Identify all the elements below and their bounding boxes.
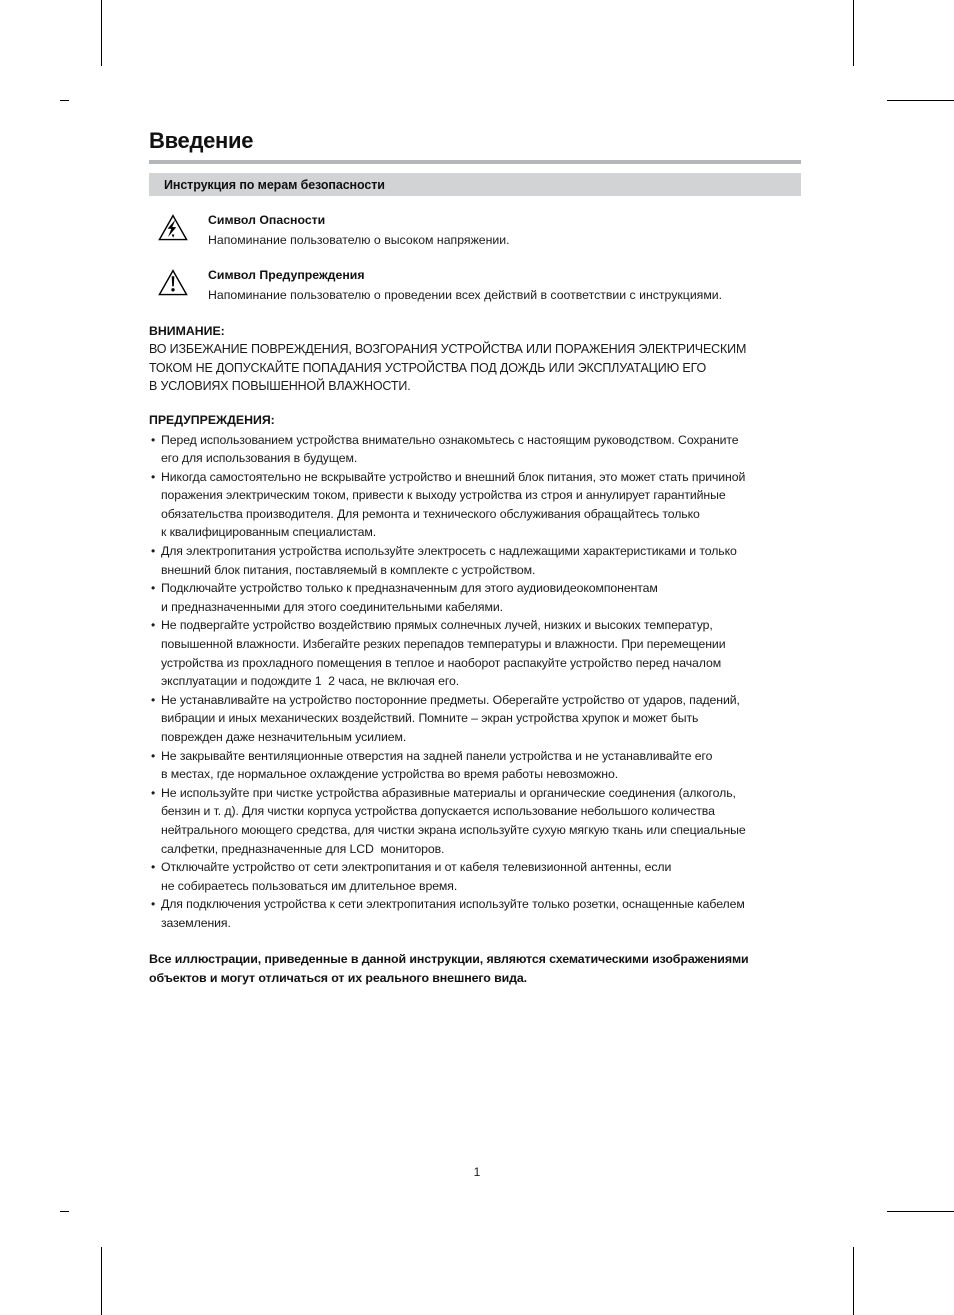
bullet-icon: •: [151, 897, 156, 912]
bullet-icon: •: [151, 618, 156, 633]
bullet-icon: •: [151, 432, 156, 447]
warning-line: заземления.: [161, 915, 231, 930]
caution-line: ВО ИЗБЕЖАНИЕ ПОВРЕЖДЕНИЯ, ВОЗГОРАНИЯ УСТРОЙСТВА ИЛИ ПОРАЖЕНИЯ ЭЛЕКТРИЧЕСКИМ: [149, 342, 747, 356]
bullet-icon: •: [151, 785, 156, 800]
warning-line: не собираетесь пользоваться им длительное время.: [161, 878, 458, 893]
page-title: Введение: [149, 128, 254, 153]
symbol-title-danger: Символ Опасности: [208, 213, 326, 227]
warning-line: его для использования в будущем.: [161, 451, 358, 466]
warning-line: эксплуатации и подождите 1 2 часа, не включая его.: [161, 674, 460, 689]
symbol-row-warning: [149, 267, 801, 304]
symbol-row-danger: [149, 212, 801, 249]
symbol-text-warning: [189, 267, 722, 304]
warning-line: внешний блок питания, поставляемый в комплекте с устройством.: [161, 562, 536, 577]
crop-mark-top-right-horizontal: [887, 100, 954, 101]
crop-mark-top-right-vertical: [853, 0, 854, 66]
crop-mark-bottom-right-horizontal: [887, 1211, 954, 1212]
warning-line: устройства из прохладного помещения в теплое и наоборот распакуйте устройство перед началом: [161, 655, 722, 670]
warning-list-item: [149, 579, 801, 616]
bullet-icon: •: [151, 692, 156, 707]
warning-line: нейтрального моющего средства, для чистки экрана используйте сухую мягкую ткань или специальные: [161, 822, 746, 837]
page-content: [149, 128, 801, 988]
warning-line: салфетки, предназначенные для LCD мониторов.: [161, 841, 445, 856]
bullet-icon: •: [151, 544, 156, 559]
danger-triangle-lightning-icon: [149, 212, 189, 246]
title-divider-rule: [149, 160, 801, 164]
note-line: Все иллюстрации, приведенные в данной инструкции, являются схематическими изображениями: [149, 951, 749, 966]
warning-line: Отключайте устройство от сети электропитания и от кабеля телевизионной антенны, если: [161, 860, 672, 875]
crop-mark-top-left-vertical: [101, 0, 102, 66]
warning-line: повышенной влажности. Избегайте резких перепадов температуры и влажности. При перемещении: [161, 637, 726, 652]
warning-line: и предназначенными для этого соединительными кабелями.: [161, 599, 503, 614]
warning-list-item: [149, 895, 801, 932]
warning-triangle-exclamation-icon: [149, 267, 189, 301]
warning-line: Подключайте устройство только к предназначенным для этого аудиовидеокомпонентам: [161, 581, 658, 596]
warnings-title: ПРЕДУПРЕЖДЕНИЯ:: [149, 412, 275, 427]
warning-line: обязательства производителя. Для ремонта и технического обслуживания обращайтесь только: [161, 506, 700, 521]
symbol-text-danger: [189, 212, 510, 249]
warning-line: в местах, где нормальное охлаждение устройства во время работы невозможно.: [161, 767, 619, 782]
bullet-icon: •: [151, 581, 156, 596]
bullet-icon: •: [151, 748, 156, 763]
warning-line: бензин и т. д). Для чистки корпуса устройства допускается использование небольшого количества: [161, 804, 715, 819]
warnings-block: [149, 411, 801, 933]
warning-line: Никогда самостоятельно не вскрывайте устройство и внешний блок питания, это может стать причиной: [161, 469, 746, 484]
illustrations-note: [149, 950, 801, 988]
warning-line: Перед использованием устройства внимательно ознакомьтесь с настоящим руководством. Сохраните: [161, 432, 739, 447]
caution-title: ВНИМАНИЕ:: [149, 324, 225, 338]
caution-body: [149, 340, 801, 396]
warning-line: Не используйте при чистке устройства абразивные материалы и органические соединения (алкоголь,: [161, 785, 736, 800]
symbol-description-danger: Напоминание пользователю о высоком напряжении.: [208, 233, 510, 247]
safety-symbols-list: [149, 212, 801, 304]
warning-line: Не закрывайте вентиляционные отверстия на задней панели устройства и не устанавливайте его: [161, 748, 713, 763]
warning-list-item: [149, 468, 801, 542]
warning-list-item: [149, 691, 801, 747]
warning-list-item: [149, 431, 801, 468]
warning-line: Не устанавливайте на устройство посторонние предметы. Оберегайте устройство от ударов, падений,: [161, 692, 740, 707]
warning-list-item: [149, 542, 801, 579]
crop-mark-bottom-right-vertical: [853, 1247, 854, 1315]
caution-line: ТОКОМ НЕ ДОПУСКАЙТЕ ПОПАДАНИЯ УСТРОЙСТВА ПОД ДОЖДЬ ИЛИ ЭКСПЛУАТАЦИЮ ЕГО: [149, 360, 707, 375]
section-header-label: Инструкция по мерам безопасности: [164, 177, 385, 192]
crop-mark-bottom-left-horizontal: [60, 1211, 69, 1212]
warning-list-item: [149, 858, 801, 895]
warning-list-item: [149, 747, 801, 784]
warning-list-item: [149, 784, 801, 858]
crop-mark-top-left-horizontal: [60, 100, 69, 101]
bullet-icon: •: [151, 469, 156, 484]
crop-mark-bottom-left-vertical: [101, 1247, 102, 1315]
warning-line: Не подвергайте устройство воздействию прямых солнечных лучей, низких и высоких температур,: [161, 618, 713, 633]
warning-line: Для электропитания устройства используйте электросеть с надлежащими характеристиками и только: [161, 544, 737, 559]
caution-line: В УСЛОВИЯХ ПОВЫШЕННОЙ ВЛАЖНОСТИ.: [149, 379, 411, 393]
warning-line: к квалифицированным специалистам.: [161, 525, 377, 540]
bullet-icon: •: [151, 860, 156, 875]
symbol-title-warning: Символ Предупреждения: [208, 268, 365, 282]
warning-line: поражения электрическим током, привести к выходу устройства из строя и аннулирует гарантийные: [161, 488, 726, 503]
page-number: 1: [473, 1165, 481, 1179]
warning-line: Для подключения устройства к сети электропитания используйте только розетки, оснащенные кабелем: [161, 897, 745, 912]
warning-list-item: [149, 616, 801, 690]
symbol-description-warning: Напоминание пользователю о проведении всех действий в соответствии с инструкциями.: [208, 288, 723, 302]
note-line: объектов и могут отличаться от их реального внешнего вида.: [149, 970, 528, 985]
warning-line: поврежден даже незначительным усилием.: [161, 730, 407, 744]
warning-line: вибрации и иных механических воздействий. Помните – экран устройства хрупок и может быть: [161, 711, 699, 726]
section-header-band: [149, 173, 801, 196]
caution-block: [149, 322, 801, 396]
warnings-list: [149, 431, 801, 933]
